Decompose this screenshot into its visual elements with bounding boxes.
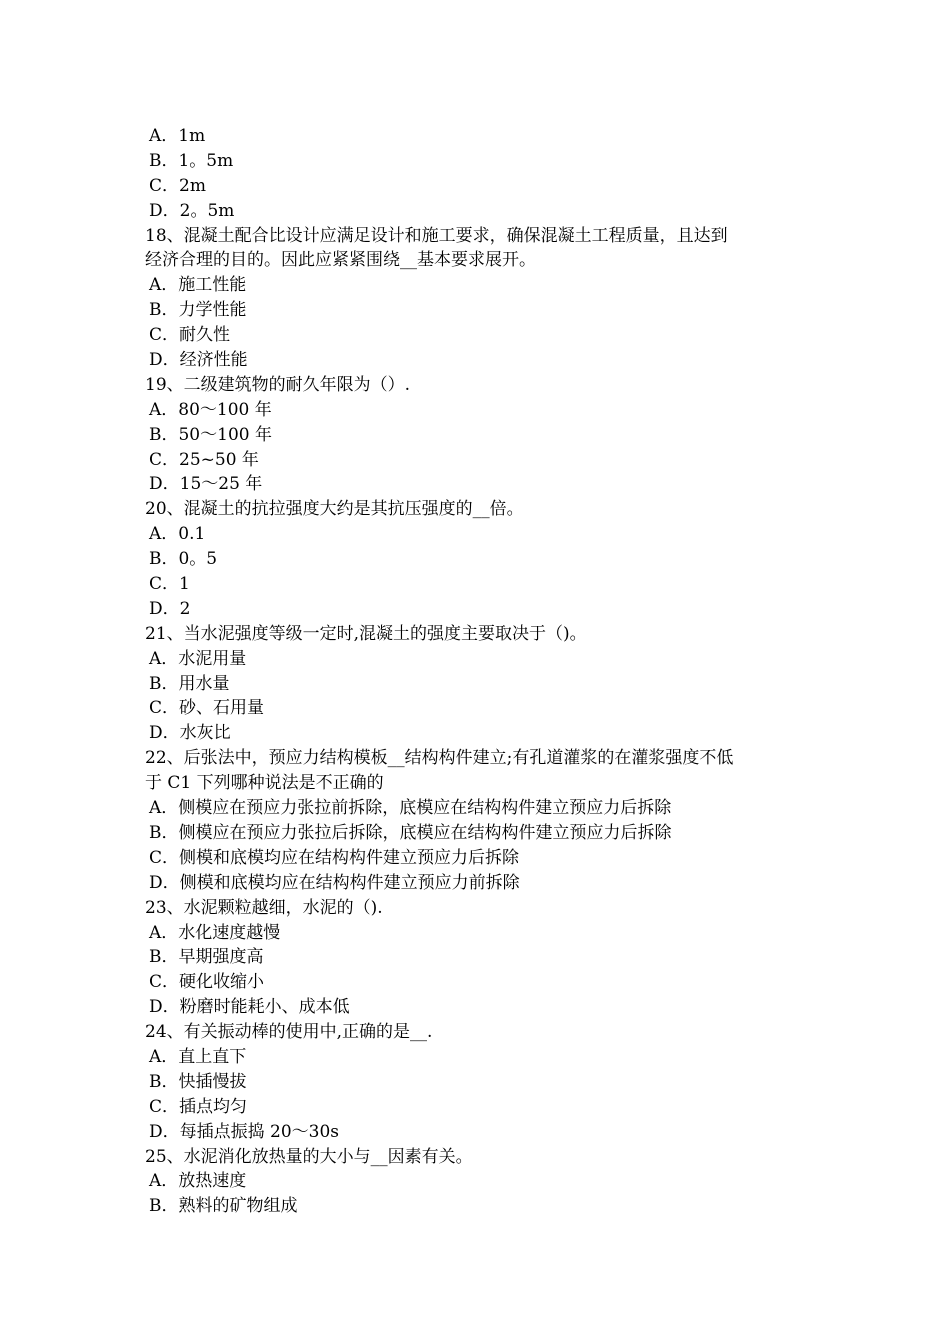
option-line: B．50～100 年 <box>149 424 272 445</box>
option-line: B．快插慢拔 <box>149 1071 247 1092</box>
option-line: B．用水量 <box>149 673 230 694</box>
question-line: 22、后张法中，预应力结构模板__结构构件建立;有孔道灌浆的在灌浆强度不低 <box>145 748 734 769</box>
option-line: D．2。5m <box>149 200 235 221</box>
option-line: C．2m <box>149 175 206 196</box>
option-line: D．2 <box>149 598 191 619</box>
option-line: D．每插点振捣 20～30s <box>149 1121 340 1142</box>
question-continuation-line: 经济合理的目的。因此应紧紧围绕__基本要求展开。 <box>145 250 536 271</box>
option-line: C．砂、石用量 <box>149 698 265 719</box>
option-line: B．早期强度高 <box>149 947 264 968</box>
question-line: 18、混凝土配合比设计应满足设计和施工要求，确保混凝土工程质量，且达到 <box>145 225 728 246</box>
option-line: A．0.1 <box>149 524 206 545</box>
option-line: B．力学性能 <box>149 300 247 321</box>
option-line: C．耐久性 <box>149 325 231 346</box>
question-line: 24、有关振动棒的使用中,正确的是__. <box>145 1022 433 1043</box>
question-line: 19、二级建筑物的耐久年限为（）. <box>145 374 411 395</box>
option-line: D．水灰比 <box>149 723 231 744</box>
option-line: B．1。5m <box>149 150 234 171</box>
option-line: C．硬化收缩小 <box>149 972 265 993</box>
option-line: C．25~50 年 <box>149 449 259 470</box>
question-line: 21、当水泥强度等级一定时,混凝土的强度主要取决于（)。 <box>145 623 587 644</box>
option-line: B．0。5 <box>149 549 218 570</box>
option-line: A．80～100 年 <box>149 399 272 420</box>
option-line: C．1 <box>149 574 190 595</box>
question-line: 23、水泥颗粒越细，水泥的（). <box>145 897 383 918</box>
option-line: A．施工性能 <box>149 275 247 296</box>
option-line: A．直上直下 <box>149 1046 247 1067</box>
question-continuation-line: 于 C1 下列哪种说法是不正确的 <box>145 773 384 794</box>
option-line: A．放热速度 <box>149 1171 247 1192</box>
option-line: D．粉磨时能耗小、成本低 <box>149 997 350 1018</box>
question-line: 25、水泥消化放热量的大小与__因素有关。 <box>145 1146 473 1167</box>
option-line: B．侧模应在预应力张拉后拆除，底模应在结构构件建立预应力后拆除 <box>149 822 672 843</box>
option-line: C．插点均匀 <box>149 1096 248 1117</box>
option-line: D．经济性能 <box>149 350 248 371</box>
option-line: D．侧模和底模均应在结构构件建立预应力前拆除 <box>149 872 520 893</box>
option-line: B．熟料的矿物组成 <box>149 1196 298 1217</box>
option-line: D．15～25 年 <box>149 474 263 495</box>
option-line: A．水化速度越慢 <box>149 922 281 943</box>
question-line: 20、混凝土的抗拉强度大约是其抗压强度的__倍。 <box>145 499 524 520</box>
option-line: A．水泥用量 <box>149 648 247 669</box>
option-line: C．侧模和底模均应在结构构件建立预应力后拆除 <box>149 847 520 868</box>
option-line: A．1m <box>149 126 206 146</box>
document-body <box>145 124 815 1219</box>
option-line: A．侧模应在预应力张拉前拆除，底模应在结构构件建立预应力后拆除 <box>149 798 672 819</box>
